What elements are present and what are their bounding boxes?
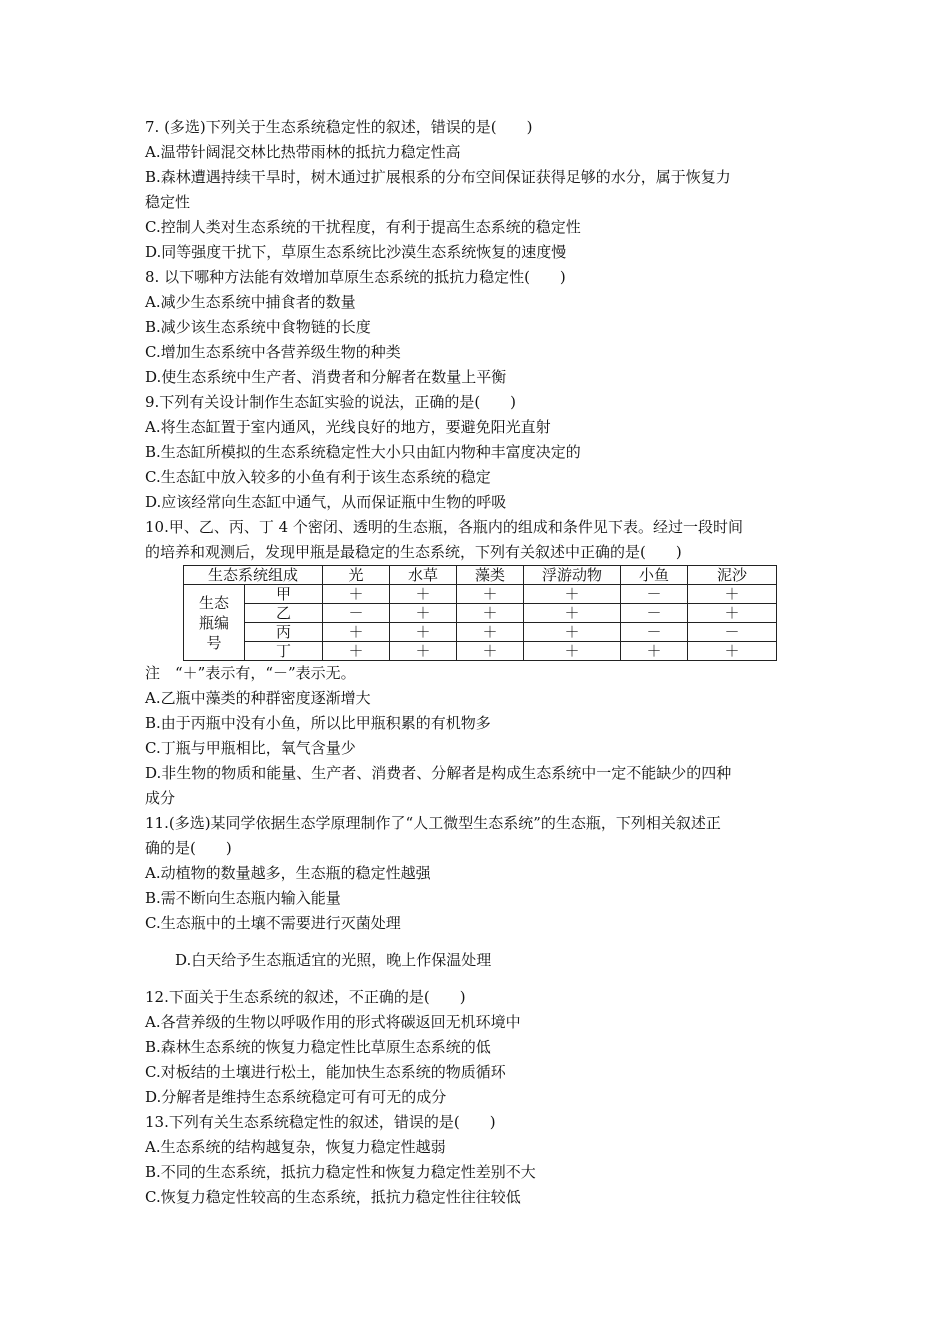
table-cell: ＋ [688, 585, 777, 604]
question-11-stem-line1: 11.(多选)某同学依据生态学原理制作了“人工微型生态系统”的生态瓶，下列相关叙述正 [145, 814, 721, 832]
question-7-option-b-line1: B.森林遭遇持续干旱时，树木通过扩展根系的分布空间保证获得足够的水分，属于恢复力 [145, 168, 731, 186]
question-7-option-a: A.温带针阔混交林比热带雨林的抵抗力稳定性高 [145, 143, 461, 161]
table-header-cell: 生态系统组成 [184, 566, 323, 585]
table-header-cell: 藻类 [457, 566, 524, 585]
table-cell: ＋ [390, 585, 457, 604]
question-10-table-note: 注 “＋”表示有，“－”表示无。 [145, 664, 356, 682]
table-cell: ＋ [688, 604, 777, 623]
question-11-option-c: C.生态瓶中的土壤不需要进行灭菌处理 [145, 914, 401, 932]
table-cell: ＋ [457, 604, 524, 623]
question-13-option-b: B.不同的生态系统，抵抗力稳定性和恢复力稳定性差别不大 [145, 1163, 536, 1181]
table-cell: － [621, 604, 688, 623]
table-cell: ＋ [457, 642, 524, 661]
question-7-option-b-line2: 稳定性 [145, 193, 191, 211]
bottle-number-label-line: 生态 [198, 593, 229, 612]
table-cell: － [688, 623, 777, 642]
question-8-stem: 8. 以下哪种方法能有效增加草原生态系统的抵抗力稳定性( ) [145, 268, 566, 286]
table-cell: ＋ [457, 623, 524, 642]
table-cell: ＋ [524, 642, 621, 661]
question-11-option-a: A.动植物的数量越多，生态瓶的稳定性越强 [145, 864, 431, 882]
question-10-option-d-line1: D.非生物的物质和能量、生产者、消费者、分解者是构成生态系统中一定不能缺少的四种 [145, 764, 732, 782]
question-9-option-c: C.生态缸中放入较多的小鱼有利于该生态系统的稳定 [145, 468, 491, 486]
question-9-option-d: D.应该经常向生态缸中通气，从而保证瓶中生物的呼吸 [145, 493, 507, 511]
question-8-option-d: D.使生态系统中生产者、消费者和分解者在数量上平衡 [145, 368, 507, 386]
question-9-stem: 9.下列有关设计制作生态缸实验的说法，正确的是( ) [145, 393, 517, 411]
question-7-option-c: C.控制人类对生态系统的干扰程度，有利于提高生态系统的稳定性 [145, 218, 581, 236]
question-8-option-a: A.减少生态系统中捕食者的数量 [145, 293, 356, 311]
question-10-stem-line2: 的培养和观测后，发现甲瓶是最稳定的生态系统，下列有关叙述中正确的是( ) [145, 543, 682, 561]
question-10-option-b: B.由于丙瓶中没有小鱼，所以比甲瓶积累的有机物多 [145, 714, 491, 732]
bottle-name-cell: 乙 [245, 604, 323, 623]
table-header-row [184, 566, 777, 585]
table-row [184, 623, 777, 642]
table-cell: ＋ [457, 585, 524, 604]
table-cell: － [621, 585, 688, 604]
table-cell: ＋ [323, 623, 390, 642]
question-8-option-b: B.减少该生态系统中食物链的长度 [145, 318, 371, 336]
table-cell: ＋ [524, 623, 621, 642]
question-9-option-b: B.生态缸所模拟的生态系统稳定性大小只由缸内物种丰富度决定的 [145, 443, 581, 461]
question-10-option-d-line2: 成分 [145, 789, 176, 807]
exam-page [145, 115, 825, 1210]
table-cell: ＋ [524, 604, 621, 623]
question-12-option-d: D.分解者是维持生态系统稳定可有可无的成分 [145, 1088, 447, 1106]
table-cell: ＋ [323, 585, 390, 604]
question-12-option-c: C.对板结的土壤进行松土，能加快生态系统的物质循环 [145, 1063, 506, 1081]
question-9-option-a: A.将生态缸置于室内通风，光线良好的地方，要避免阳光直射 [145, 418, 551, 436]
table-header-cell: 小鱼 [621, 566, 688, 585]
bottle-name-cell: 甲 [245, 585, 323, 604]
question-10-option-a: A.乙瓶中藻类的种群密度逐渐增大 [145, 689, 371, 707]
table-row [184, 585, 777, 604]
table-cell: ＋ [390, 604, 457, 623]
bottle-name-cell: 丁 [245, 642, 323, 661]
question-13-option-c: C.恢复力稳定性较高的生态系统，抵抗力稳定性往往较低 [145, 1188, 521, 1206]
question-12-stem: 12.下面关于生态系统的叙述，不正确的是( ) [145, 988, 466, 1006]
table-cell: ＋ [688, 642, 777, 661]
question-10-stem-line1: 10.甲、乙、丙、丁 4 个密闭、透明的生态瓶，各瓶内的组成和条件见下表。经过一段时间 [145, 518, 743, 536]
table-header-cell: 浮游动物 [524, 566, 621, 585]
question-7-stem: 7. (多选)下列关于生态系统稳定性的叙述，错误的是( ) [145, 118, 533, 136]
question-13-option-a: A.生态系统的结构越复杂，恢复力稳定性越弱 [145, 1138, 446, 1156]
question-10-option-c: C.丁瓶与甲瓶相比，氧气含量少 [145, 739, 356, 757]
table-cell: ＋ [524, 585, 621, 604]
table-cell: ＋ [323, 642, 390, 661]
table-cell: － [621, 623, 688, 642]
question-11-stem-line2: 确的是( ) [145, 839, 232, 857]
table-cell: ＋ [621, 642, 688, 661]
bottle-number-label-line: 瓶编 [198, 613, 229, 632]
question-12-option-a: A.各营养级的生物以呼吸作用的形式将碳返回无机环境中 [145, 1013, 521, 1031]
question-12-option-b: B.森林生态系统的恢复力稳定性比草原生态系统的低 [145, 1038, 491, 1056]
question-11-option-b: B.需不断向生态瓶内输入能量 [145, 889, 341, 907]
table-cell: ＋ [390, 623, 457, 642]
table-cell: ＋ [390, 642, 457, 661]
table-header-cell: 水草 [390, 566, 457, 585]
question-11-option-d: D.白天给予生态瓶适宜的光照，晚上作保温处理 [175, 951, 492, 969]
question-13-stem: 13.下列有关生态系统稳定性的叙述，错误的是( ) [145, 1113, 496, 1131]
bottle-number-label [184, 585, 245, 661]
table-row [184, 642, 777, 661]
table-header-cell: 泥沙 [688, 566, 777, 585]
bottle-name-cell: 丙 [245, 623, 323, 642]
question-8-option-c: C.增加生态系统中各营养级生物的种类 [145, 343, 401, 361]
table-header-cell: 光 [323, 566, 390, 585]
question-7-option-d: D.同等强度干扰下，草原生态系统比沙漠生态系统恢复的速度慢 [145, 243, 567, 261]
ecosystem-bottle-table [183, 565, 777, 661]
table-cell: － [323, 604, 390, 623]
table-row [184, 604, 777, 623]
bottle-number-label-line: 号 [206, 633, 222, 652]
